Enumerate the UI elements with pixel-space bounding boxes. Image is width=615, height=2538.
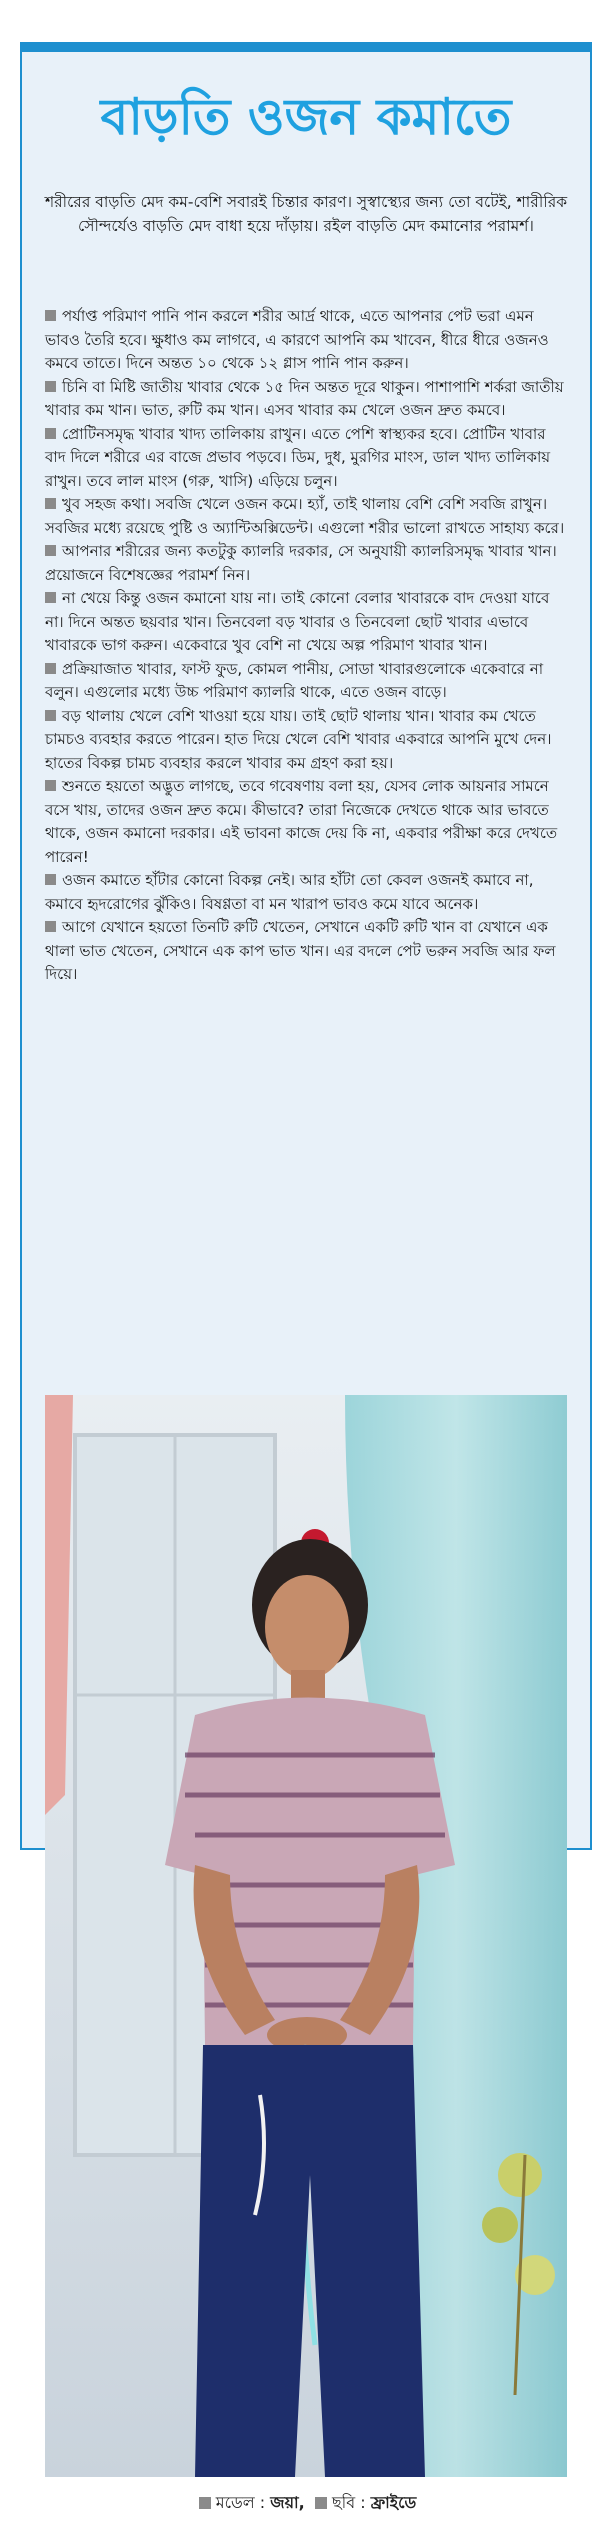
tip-item: ওজন কমাতে হাঁটার কোনো বিকল্প নেই। আর হাঁটা তো কেবল ওজনই কমাবে না, কমাবে হৃদরোগের ঝুঁকিও। বিষণ্ণতা বা মন খারাপ ভাবও কমে যাবে অনেক। (45, 871, 534, 913)
tip-item: খুব সহজ কথা। সবজি খেলে ওজন কমে। হ্যাঁ, তাই থালায় বেশি বেশি সবজি রাখুন। সবজির মধ্যে রয়েছে পুষ্টি ও অ্যান্টিঅক্সিডেন্ট। এগুলো শরীর ভালো রাখতে সাহায্য করে। (45, 495, 565, 537)
square-bullet-icon (45, 921, 56, 932)
photo-label: ছবি : (331, 2493, 366, 2512)
square-bullet-icon (45, 710, 56, 721)
tip-item: পর্যাপ্ত পরিমাণ পানি পান করলে শরীর আর্দ্র থাকে, এতে আপনার পেট ভরা এমন ভাবও তৈরি হবে। ক্ষুধাও কম লাগবে, এ কারণে আপনি কম খাবেন, ধীরে ধীরে ওজনও কমবে তাতে। দিনে অন্তত ১০ থেকে ১২ গ্লাস পানি পান করুন। (45, 307, 549, 372)
square-bullet-icon (45, 874, 56, 885)
photo-source: ফ্রাইডে (370, 2493, 417, 2512)
tip-item: না খেয়ে কিন্তু ওজন কমানো যায় না। তাই কোনো বেলার খাবারকে বাদ দেওয়া যাবে না। দিনে অন্তত ছয়বার খান। তিনবেলা বড় খাবার ও তিনবেলা ছোট খাবার এভাবে খাবারকে ভাগ করুন। একেবারে খুব বেশি না খেয়ে অল্প পরিমাণ খাবার খান। (45, 589, 550, 654)
tip-item: প্রোটিনসমৃদ্ধ খাবার খাদ্য তালিকায় রাখুন। এতে পেশি স্বাস্থ্যকর হবে। প্রোটিন খাবার বাদ দিলে শরীরে এর বাজে প্রভাব পড়বে। ডিম, দুধ, মুরগির মাংস, ডাল খাদ্য তালিকায় রাখুন। তবে লাল মাংস (গরু, খাসি) এড়িয়ে চলুন। (45, 424, 551, 490)
tip-item: শুনতে হয়তো অদ্ভুত লাগছে, তবে গবেষণায় বলা হয়, যেসব লোক আয়নার সামনে বসে খায়, তাদের ওজন দ্রুত কমে। কীভাবে? তারা নিজেকে দেখতে থাকে আর ভাবতে থাকে, ওজন কমানো দরকার। এই ভাবনা কাজে দেয় কি না, একবার পরীক্ষা করে দেখতে পারেন! (45, 777, 558, 866)
square-bullet-icon (45, 310, 56, 321)
tip-item: প্রক্রিয়াজাত খাবার, ফাস্ট ফুড, কোমল পানীয়, সোডা খাবারগুলোকে একেবারে না বলুন। এগুলোর মধ্যে উচ্চ পরিমাণ ক্যালরি থাকে, এতে ওজন বাড়ে। (45, 659, 544, 701)
tip-item: চিনি বা মিষ্টি জাতীয় খাবার থেকে ১৫ দিন অন্তত দূরে থাকুন। পাশাপাশি শর্করা জাতীয় খাবার কম খান। ভাত, রুটি কম খান। এসব খাবার কম খেলে ওজন দ্রুত কমবে। (45, 377, 564, 419)
article-title: বাড়তি ওজন কমাতে (100, 87, 512, 146)
tips-list (45, 305, 565, 987)
model-label: মডেল : (215, 2493, 266, 2512)
model-photo (45, 1395, 567, 2477)
square-bullet-icon (45, 428, 56, 439)
square-bullet-icon (45, 663, 56, 674)
photo-credit (0, 2490, 615, 2517)
model-name: জয়া, (270, 2493, 305, 2512)
square-bullet-icon (45, 592, 56, 603)
square-bullet-icon (315, 2497, 327, 2509)
photo-illustration (45, 1395, 567, 2477)
tip-item: আপনার শরীরের জন্য কতটুকু ক্যালরি দরকার, সে অনুযায়ী ক্যালরিসমৃদ্ধ খাবার খান। প্রয়োজনে বিশেষজ্ঞের পরামর্শ নিন। (45, 542, 557, 584)
square-bullet-icon (45, 545, 56, 556)
tip-item: আগে যেখানে হয়তো তিনটি রুটি খেতেন, সেখানে একটি রুটি খান বা যেখানে এক থালা ভাত খেতেন, সেখানে এক কাপ ভাত খান। এর বদলে পেট ভরুন সবজি আর ফল দিয়ে। (45, 918, 556, 983)
square-bullet-icon (45, 498, 56, 509)
tip-item: বড় থালায় খেলে বেশি খাওয়া হয়ে যায়। তাই ছোট থালায় খান। খাবার কম খেতে চামচও ব্যবহার করতে পারেন। হাত দিয়ে খেলে বেশি খাবার একবারে আপনি মুখে দেন। হাতের বিকল্প চামচ ব্যবহার করলে খাবার কম গ্রহণ করা হয়। (45, 706, 552, 772)
square-bullet-icon (45, 780, 56, 791)
square-bullet-icon (45, 381, 56, 392)
square-bullet-icon (199, 2497, 211, 2509)
article-intro: শরীরের বাড়তি মেদ কম-বেশি সবারই চিন্তার কারণ। সুস্বাস্থ্যের জন্য তো বটেই, শারীরিক সৌন্দর্যেও বাড়তি মেদ বাধা হয়ে দাঁড়ায়। রইল বাড়তি মেদ কমানোর পরামর্শ। (44, 193, 568, 235)
